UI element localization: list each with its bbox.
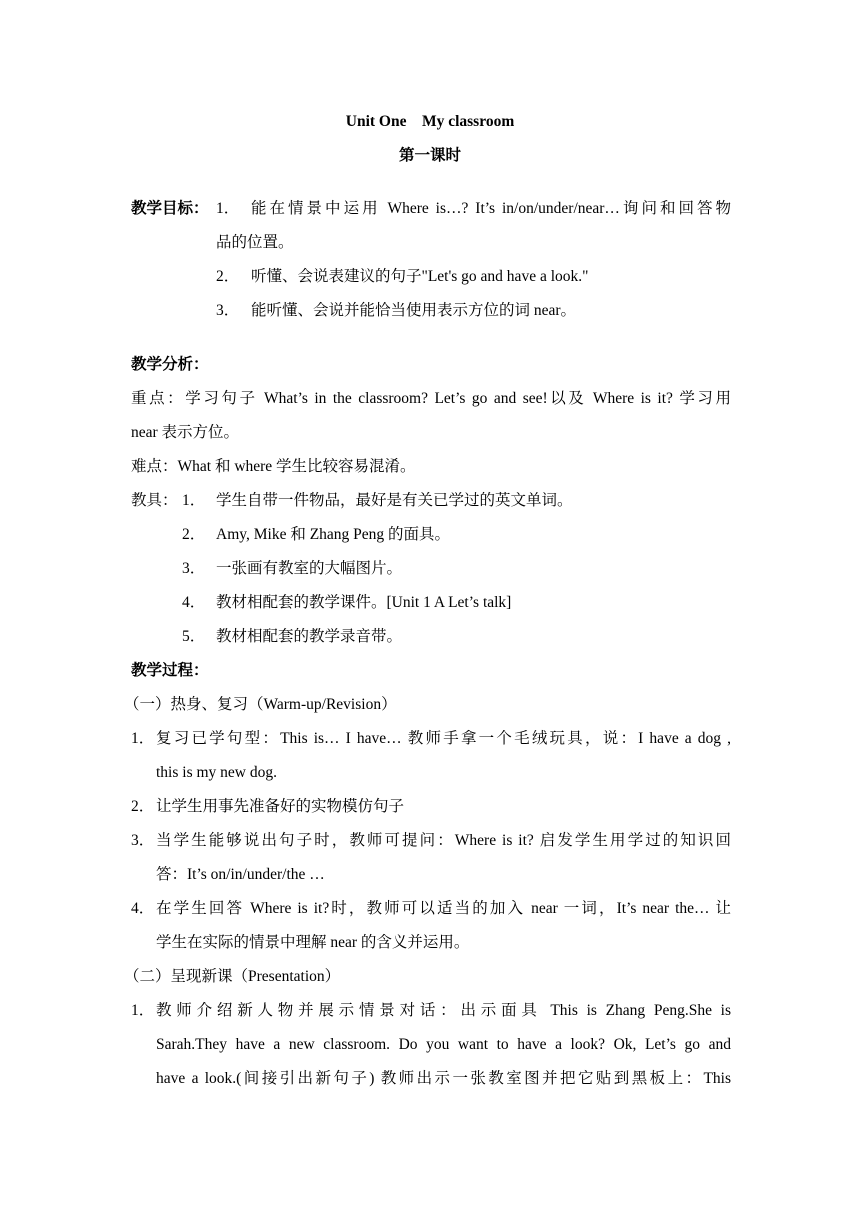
step-text: 让学生用事先准备好的实物模仿句子 [156,798,405,815]
key-points: 重点：学习句子 What’s in the classroom? Let’s go and see!以及 Where is it? 学习用 [131,390,731,407]
process-heading: 教学过程： [131,662,209,679]
step-text: 在学生回答 Where is it?时，教师可以适当的加入 near 一词，It’s near the… 让 [156,900,731,917]
step-number: 2． [131,798,155,815]
key-points-cont: near 表示方位。 [131,424,240,441]
step-number: 3． [131,832,155,849]
analysis-heading: 教学分析： [131,356,209,373]
step-text-cont: 学生在实际的情景中理解 near 的含义并运用。 [156,934,470,951]
aid-number: 4． [182,594,206,611]
aid-text: Amy, Mike 和 Zhang Peng 的面具。 [216,526,451,543]
step-text-cont: have a look.(间接引出新句子) 教师出示一张教室图并把它贴到黑板上：This [156,1070,731,1087]
step-text-cont: this is my new dog. [156,764,277,781]
step-text: 复习已学句型：This is… I have… 教师手拿一个毛绒玩具，说：I have a dog , [156,730,731,747]
difficulty: 难点：What 和 where 学生比较容易混淆。 [131,458,416,475]
step-text-cont: Sarah.They have a new classroom. Do you want to have a look? Ok, Let’s go and [156,1036,731,1053]
objective-text: 听懂、会说表建议的句子"Let's go and have a look." [251,268,589,285]
objective-text-cont: 品的位置。 [216,234,294,251]
aid-number: 5． [182,628,206,645]
objective-text: 能在情景中运用 Where is…? It’s in/on/under/near…询问和回答物 [251,200,731,217]
page-title: Unit One My classroom [345,113,515,130]
aid-text: 教材相配套的教学课件。[Unit 1 A Let’s talk] [216,594,512,611]
aid-text: 一张画有教室的大幅图片。 [216,560,403,577]
aids-label: 教具： [131,492,178,509]
aid-number: 2． [182,526,206,543]
objective-number: 1． [216,200,240,217]
objective-number: 2． [216,268,240,285]
step-number: 1． [131,1002,155,1019]
section-heading: （二）呈现新课（Presentation） [124,968,341,985]
objective-text: 能听懂、会说并能恰当使用表示方位的词 near。 [251,302,577,319]
page-subtitle: 第一课时 [398,147,461,164]
objectives-label: 教学目标： [131,200,209,217]
aid-number: 3． [182,560,206,577]
objective-number: 3． [216,302,240,319]
step-text: 当学生能够说出句子时，教师可提问：Where is it? 启发学生用学过的知识回 [156,832,731,849]
step-number: 1． [131,730,155,747]
step-text: 教师介绍新人物并展示情景对话：出示面具 This is Zhang Peng.She is [156,1002,731,1019]
aid-number: 1． [182,492,206,509]
step-number: 4． [131,900,155,917]
aid-text: 教材相配套的教学录音带。 [216,628,403,645]
section-heading: （一）热身、复习（Warm-up/Revision） [124,696,397,713]
aid-text: 学生自带一件物品，最好是有关已学过的英文单词。 [216,492,573,509]
step-text-cont: 答：It’s on/in/under/the … [156,866,325,883]
